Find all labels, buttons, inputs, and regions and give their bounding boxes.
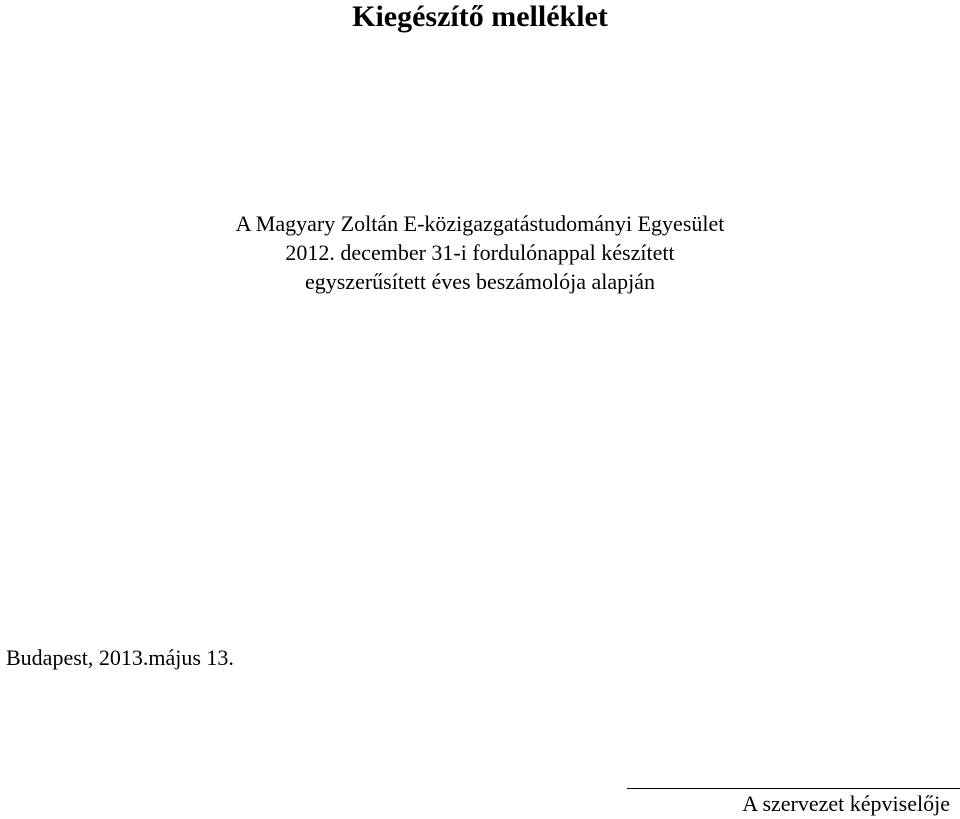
- subtitle-line-report: egyszerűsített éves beszámolója alapján: [304, 269, 656, 294]
- subtitle-line-date: 2012. december 31-i fordulónappal készített: [285, 240, 675, 265]
- subtitle-block: [0, 209, 960, 296]
- signature-line: [627, 788, 960, 789]
- place-date: Budapest, 2013.május 13.: [6, 645, 234, 670]
- subtitle-line-organization: A Magyary Zoltán E-közigazgatástudományi Egyesület: [235, 211, 725, 236]
- document-title: Kiegészítő melléklet: [352, 0, 608, 33]
- signature-label: A szervezet képviselője: [742, 791, 950, 816]
